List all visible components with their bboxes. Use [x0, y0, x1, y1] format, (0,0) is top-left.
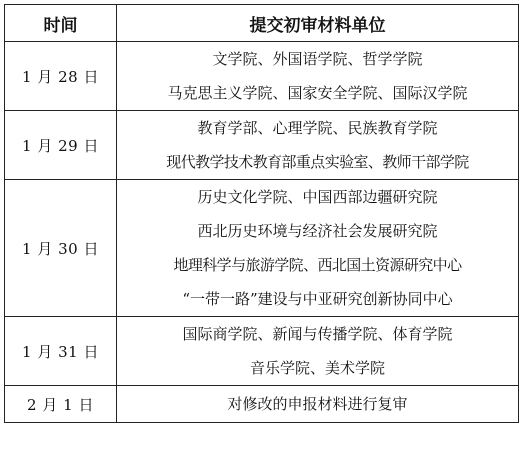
table-row: [5, 317, 519, 386]
unit-line: 历史文化学院、中国西部边疆研究院: [197, 188, 438, 206]
unit-line: 现代教学技术教育部重点实验室、教师干部学院: [166, 153, 469, 171]
table-row: [5, 42, 519, 111]
unit-line: 对修改的申报材料进行复审: [227, 395, 408, 413]
unit-line: 音乐学院、美术学院: [249, 359, 385, 377]
date-cell: 2 月 1 日: [5, 386, 117, 423]
table-row: [5, 386, 519, 423]
units-cell: [117, 386, 519, 423]
table-row: [5, 180, 519, 317]
unit-line: 文学院、外国语学院、哲学学院: [212, 50, 423, 68]
unit-line: “一带一路”建设与中亚研究创新协同中心: [182, 290, 453, 308]
units-cell: [117, 111, 519, 180]
table-row: [5, 111, 519, 180]
date-cell: 1 月 28 日: [5, 42, 117, 111]
units-cell: [117, 180, 519, 317]
unit-line: 西北历史环境与经济社会发展研究院: [197, 222, 438, 240]
time-column-header: 时间: [5, 5, 117, 42]
date-cell: 1 月 31 日: [5, 317, 117, 386]
unit-line: 教育学部、心理学院、民族教育学院: [197, 119, 438, 137]
schedule-table: [4, 4, 519, 423]
units-cell: [117, 42, 519, 111]
header-row: [5, 5, 519, 42]
unit-line: 地理科学与旅游学院、西北国土资源研究中心: [173, 256, 462, 274]
unit-line: 国际商学院、新闻与传播学院、体育学院: [182, 325, 453, 343]
date-cell: 1 月 30 日: [5, 180, 117, 317]
date-cell: 1 月 29 日: [5, 111, 117, 180]
unit-line: 马克思主义学院、国家安全学院、国际汉学院: [167, 84, 468, 102]
units-column-header: 提交初审材料单位: [117, 5, 519, 42]
units-cell: [117, 317, 519, 386]
